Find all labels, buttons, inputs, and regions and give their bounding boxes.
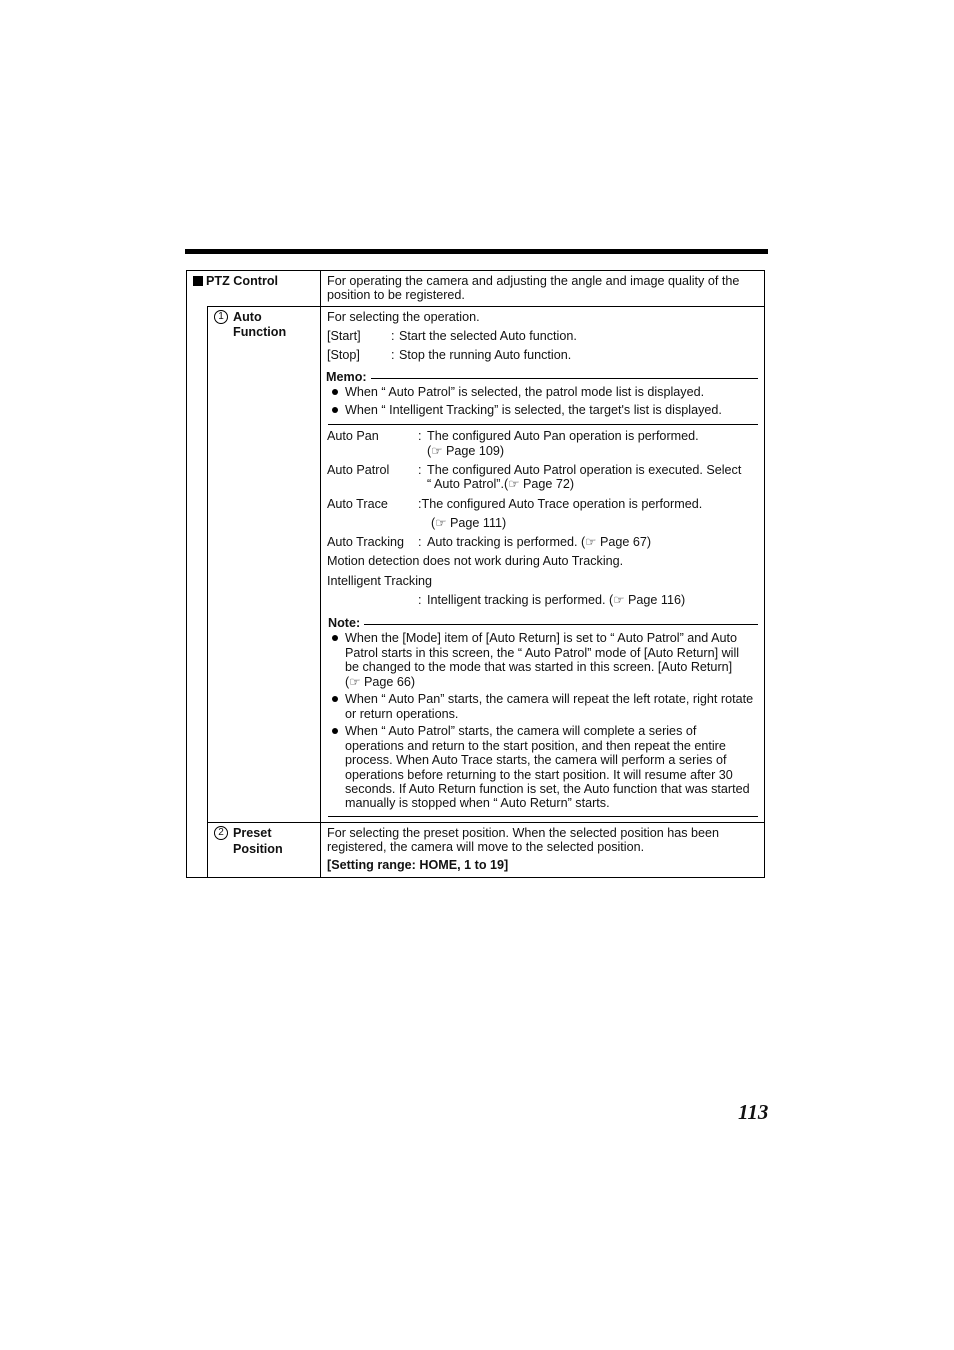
section-description-line2: position to be registered.: [327, 288, 465, 302]
memo-top-rule: [371, 378, 758, 379]
note-item-1-line4: (☞ Page 66): [345, 675, 416, 689]
auto-trace-desc-line2: (☞ Page 111): [431, 516, 507, 530]
note-item-3-line3: process. When Auto Trace starts, the camera will perform a series of: [345, 753, 727, 767]
intelligent-tracking-sep: :: [418, 593, 422, 607]
memo-bullet-1-icon: [332, 389, 338, 395]
note-top-rule: [364, 624, 758, 625]
preset-setting-range: [Setting range: HOME, 1 to 19]: [327, 858, 509, 872]
note-item-3-line2: operations and return to the start position, and then repeat the entire: [345, 739, 726, 753]
stop-sep: :: [391, 348, 395, 362]
note-item-2-line2: or return operations.: [345, 707, 459, 721]
auto-trace-name: Auto Trace: [327, 497, 388, 511]
settings-table: [186, 270, 765, 878]
square-bullet-icon: [193, 276, 203, 286]
note-heading: Note:: [328, 616, 361, 630]
note-bullet-1-icon: [332, 635, 338, 641]
memo-bottom-rule: [328, 424, 758, 425]
auto-pan-desc-line2: (☞ Page 109): [427, 444, 505, 458]
auto-trace-desc-line1: :The configured Auto Trace operation is performed.: [418, 497, 703, 511]
memo-item-2: When “ Intelligent Tracking” is selected, the target's list is displayed.: [345, 403, 722, 417]
note-item-3-line6: manually is stopped when “ Auto Return” starts.: [345, 796, 610, 810]
page-number: 113: [738, 1100, 769, 1124]
auto-tracking-desc: Auto tracking is performed. (☞ Page 67): [427, 535, 652, 549]
header-rule: [185, 249, 768, 254]
start-key: [Start]: [327, 329, 361, 343]
memo-item-1: When “ Auto Patrol” is selected, the patrol mode list is displayed.: [345, 385, 705, 399]
section-title: PTZ Control: [193, 274, 278, 289]
preset-label-line2: Position: [233, 842, 283, 856]
auto-patrol-name: Auto Patrol: [327, 463, 390, 477]
circled-number-2-icon: 2: [214, 826, 228, 840]
intelligent-tracking-name: Intelligent Tracking: [327, 574, 433, 588]
stop-key: [Stop]: [327, 348, 360, 362]
auto-tracking-name: Auto Tracking: [327, 535, 405, 549]
memo-heading: Memo:: [326, 370, 367, 384]
row-divider-1: [207, 306, 764, 307]
motion-detection-note: Motion detection does not work during Auto Tracking.: [327, 554, 624, 568]
start-text: Start the selected Auto function.: [399, 329, 577, 343]
auto-function-label-line2: Function: [233, 325, 287, 339]
note-item-2-line1: When “ Auto Pan” starts, the camera will repeat the left rotate, right rotate: [345, 692, 754, 706]
memo-bullet-2-icon: [332, 407, 338, 413]
preset-desc-line2: registered, the camera will move to the selected position.: [327, 840, 645, 854]
intelligent-tracking-desc: Intelligent tracking is performed. (☞ Page 116): [427, 593, 686, 607]
preset-label-line1: Preset: [233, 826, 272, 840]
note-bullet-3-icon: [332, 728, 338, 734]
preset-desc-line1: For selecting the preset position. When the selected position has been: [327, 826, 720, 840]
auto-patrol-desc-line1: The configured Auto Patrol operation is executed. Select: [427, 463, 742, 477]
auto-pan-sep: :: [418, 429, 422, 443]
note-item-1-line3: be changed to the mode that was started in this screen. [Auto Return]: [345, 660, 733, 674]
start-sep: :: [391, 329, 395, 343]
col-divider-indent: [207, 306, 208, 877]
auto-pan-name: Auto Pan: [327, 429, 379, 443]
section-description-line1: For operating the camera and adjusting the angle and image quality of the: [327, 274, 740, 288]
auto-patrol-desc-line2: “ Auto Patrol”.(☞ Page 72): [427, 477, 575, 491]
note-item-3-line4: operations before returning to the start position. It will resume after 30: [345, 768, 733, 782]
auto-tracking-sep: :: [418, 535, 422, 549]
circled-number-1-icon: 1: [214, 310, 228, 324]
auto-patrol-sep: :: [418, 463, 422, 477]
note-bottom-rule: [328, 816, 758, 817]
note-item-3-line5: seconds. If Auto Return function is set, the Auto function that was started: [345, 782, 750, 796]
auto-function-intro: For selecting the operation.: [327, 310, 480, 324]
note-bullet-2-icon: [332, 696, 338, 702]
note-item-1-line2: Patrol starts in this screen, the “ Auto Patrol” mode of [Auto Return] will: [345, 646, 740, 660]
auto-function-label-line1: Auto: [233, 310, 262, 324]
row-divider-2: [207, 822, 764, 823]
col-divider-main: [320, 271, 321, 877]
note-item-1-line1: When the [Mode] item of [Auto Return] is set to “ Auto Patrol” and Auto: [345, 631, 738, 645]
note-item-3-line1: When “ Auto Patrol” starts, the camera will complete a series of: [345, 724, 697, 738]
stop-text: Stop the running Auto function.: [399, 348, 572, 362]
auto-pan-desc-line1: The configured Auto Pan operation is performed.: [427, 429, 699, 443]
